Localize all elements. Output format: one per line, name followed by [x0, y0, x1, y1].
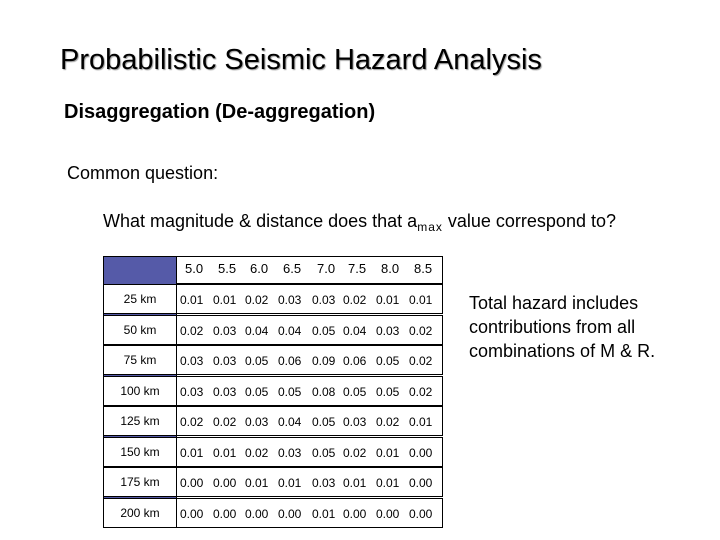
hazard-value-cell: 0.01: [409, 293, 433, 307]
hazard-value-cell: 0.03: [312, 293, 336, 307]
row-values: [177, 345, 443, 375]
hazard-value-cell: 0.04: [343, 323, 367, 338]
hazard-value-cell: 0.05: [245, 384, 269, 399]
hazard-value-cell: 0.03: [213, 354, 237, 368]
hazard-value-cell: 0.03: [376, 323, 400, 338]
table-row: [103, 345, 443, 375]
hazard-value-cell: 0.03: [343, 415, 367, 429]
hazard-note: Total hazard includes contributions from all combinations of M & R.: [469, 293, 656, 361]
hazard-value-cell: 0.03: [278, 293, 302, 307]
hazard-value-cell: 0.02: [343, 445, 367, 460]
hazard-value-cell: 0.08: [312, 384, 336, 399]
hazard-value-cell: 0.01: [409, 415, 433, 429]
question-text: [103, 211, 616, 234]
table-row: [103, 376, 443, 406]
distance-label: 150 km: [103, 437, 177, 467]
hazard-value-cell: 0.01: [376, 476, 400, 490]
hazard-value-cell: 0.03: [180, 354, 204, 368]
hazard-value-cell: 0.06: [343, 354, 367, 368]
hazard-value-cell: 0.01: [213, 293, 237, 307]
row-values: [177, 406, 443, 436]
hazard-value-cell: 0.04: [245, 323, 269, 338]
magnitude-label: 6.5: [283, 261, 302, 276]
magnitude-label: 7.5: [348, 261, 367, 276]
hazard-value-cell: 0.05: [312, 445, 336, 460]
table-row: [103, 406, 443, 436]
hazard-value-cell: 0.01: [213, 445, 237, 460]
hazard-value-cell: 0.03: [278, 445, 302, 460]
distance-label: 25 km: [103, 284, 177, 314]
hazard-value-cell: 0.01: [343, 476, 367, 490]
hazard-value-cell: 0.02: [180, 415, 204, 429]
distance-label: 125 km: [103, 406, 177, 436]
hazard-value-cell: 0.01: [278, 476, 302, 490]
hazard-value-cell: 0.01: [376, 445, 400, 460]
hazard-value-cell: 0.02: [409, 384, 433, 399]
magnitude-label: 6.0: [250, 261, 269, 276]
hazard-value-cell: 0.00: [245, 506, 269, 521]
magnitude-label: 8.5: [414, 261, 433, 276]
hazard-value-cell: 0.00: [278, 506, 302, 521]
distance-label: 200 km: [103, 498, 177, 528]
hazard-value-cell: 0.03: [312, 476, 336, 490]
hazard-value-cell: 0.00: [376, 506, 400, 521]
hazard-value-cell: 0.02: [376, 415, 400, 429]
hazard-value-cell: 0.02: [245, 293, 269, 307]
hazard-value-cell: 0.01: [245, 476, 269, 490]
hazard-value-cell: 0.00: [409, 445, 433, 460]
hazard-value-cell: 0.02: [180, 323, 204, 338]
row-values: [177, 376, 443, 406]
hazard-value-cell: 0.06: [278, 354, 302, 368]
row-values: [177, 467, 443, 497]
distance-label: 50 km: [103, 315, 177, 345]
hazard-value-cell: 0.05: [245, 354, 269, 368]
page-title: Probabilistic Seismic Hazard Analysis: [60, 44, 542, 76]
hazard-value-cell: 0.03: [213, 323, 237, 338]
hazard-value-cell: 0.02: [213, 415, 237, 429]
magnitude-label: 5.5: [218, 261, 237, 276]
hazard-value-cell: 0.05: [343, 384, 367, 399]
hazard-value-cell: 0.05: [312, 323, 336, 338]
hazard-value-cell: 0.00: [409, 506, 433, 521]
magnitude-label: 7.0: [317, 261, 336, 276]
hazard-value-cell: 0.04: [278, 415, 302, 429]
hazard-value-cell: 0.05: [376, 384, 400, 399]
table-row: [103, 284, 443, 314]
hazard-value-cell: 0.00: [180, 476, 204, 490]
question-text-end: value correspond to?: [442, 211, 616, 231]
distance-label: 100 km: [103, 376, 177, 406]
disaggregation-table: [103, 256, 443, 521]
table-row: [103, 467, 443, 497]
table-row: [103, 498, 443, 528]
hazard-value-cell: 0.02: [409, 323, 433, 338]
hazard-value-cell: 0.03: [213, 384, 237, 399]
hazard-value-cell: 0.00: [213, 506, 237, 521]
question-text-start: What magnitude & distance does that a: [103, 211, 418, 231]
question-label: Common question:: [67, 163, 219, 183]
magnitude-label: 8.0: [381, 261, 400, 276]
table-row: [103, 315, 443, 345]
hazard-value-cell: 0.09: [312, 354, 336, 368]
row-values: [177, 437, 443, 467]
hazard-value-cell: 0.03: [180, 384, 204, 399]
hazard-value-cell: 0.01: [180, 293, 204, 307]
hazard-value-cell: 0.01: [312, 506, 336, 521]
hazard-value-cell: 0.03: [245, 415, 269, 429]
magnitude-header: [180, 261, 442, 279]
hazard-value-cell: 0.00: [213, 476, 237, 490]
distance-label: 75 km: [103, 345, 177, 375]
hazard-value-cell: 0.04: [278, 323, 302, 338]
row-values: [177, 498, 443, 528]
hazard-value-cell: 0.02: [409, 354, 433, 368]
hazard-value-cell: 0.00: [409, 476, 433, 490]
hazard-value-cell: 0.00: [180, 506, 204, 521]
row-values: [177, 284, 443, 314]
magnitude-label: 5.0: [185, 261, 204, 276]
amax-subscript: max: [417, 220, 443, 234]
hazard-value-cell: 0.05: [312, 415, 336, 429]
row-values: [177, 315, 443, 345]
hazard-value-cell: 0.05: [376, 354, 400, 368]
hazard-value-cell: 0.01: [376, 293, 400, 307]
hazard-value-cell: 0.02: [343, 293, 367, 307]
hazard-value-cell: 0.02: [245, 445, 269, 460]
page-subtitle: Disaggregation (De-aggregation): [64, 101, 376, 123]
table-row: [103, 437, 443, 467]
hazard-value-cell: 0.05: [278, 384, 302, 399]
hazard-value-cell: 0.00: [343, 506, 367, 521]
hazard-value-cell: 0.01: [180, 445, 204, 460]
distance-label: 175 km: [103, 467, 177, 497]
